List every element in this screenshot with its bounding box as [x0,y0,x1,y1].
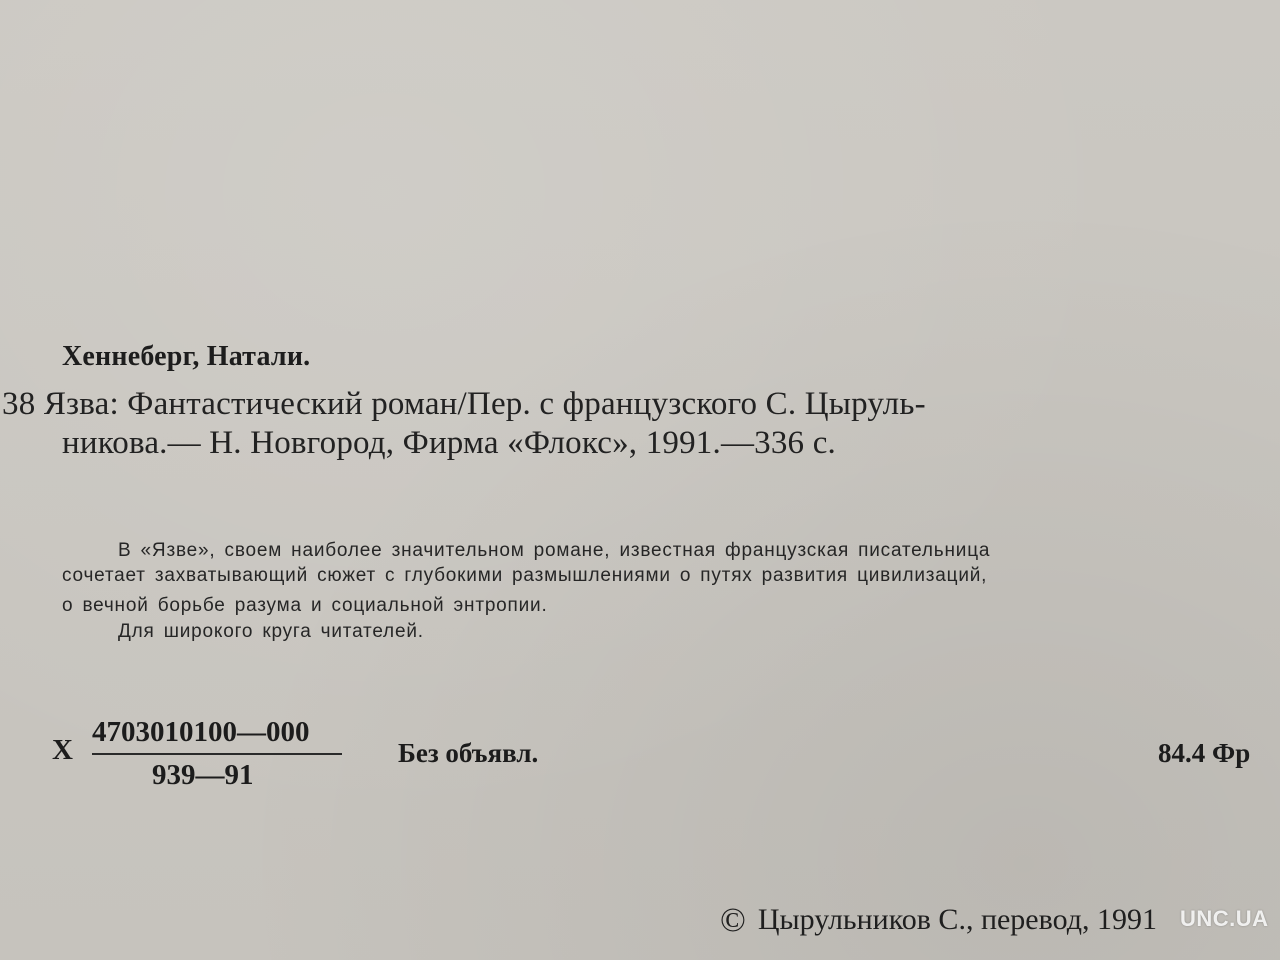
bbk-code: 84.4 Фр [1158,738,1251,768]
price-note: Без объявл. [398,738,539,768]
abstract-line-1: В «Язве», своем наиболее значительном романе, известная французская писательница [118,540,991,561]
copyright-icon: © [720,902,746,939]
catalog-biblio-line-1: 38 Язва: Фантастический роман/Пер. с французского С. Цыруль- [2,386,926,422]
abstract-line-2: сочетает захватывающий сюжет с глубокими размышлениями о путях развития цивилизаций, [62,565,988,586]
copyright-line [720,904,1157,938]
classification-denominator: 939—91 [152,759,254,791]
abstract-line-3: о вечной борьбе разума и социальной энтропии. [62,595,548,616]
fraction-bar [92,753,342,755]
classification-numerator: 4703010100—000 [92,716,310,748]
classification-prefix: X [52,734,73,766]
copyright-text: Цырульников С., перевод, 1991 [757,903,1157,936]
show-through-print [410,838,740,878]
site-watermark: UNC.UA [1180,906,1269,931]
catalog-author: Хеннеберг, Натали. [62,341,311,372]
catalog-biblio-line-2: никова.— Н. Новгород, Фирма «Флокс», 1991.—336 с. [62,425,837,461]
abstract-line-4: Для широкого круга читателей. [118,621,424,642]
